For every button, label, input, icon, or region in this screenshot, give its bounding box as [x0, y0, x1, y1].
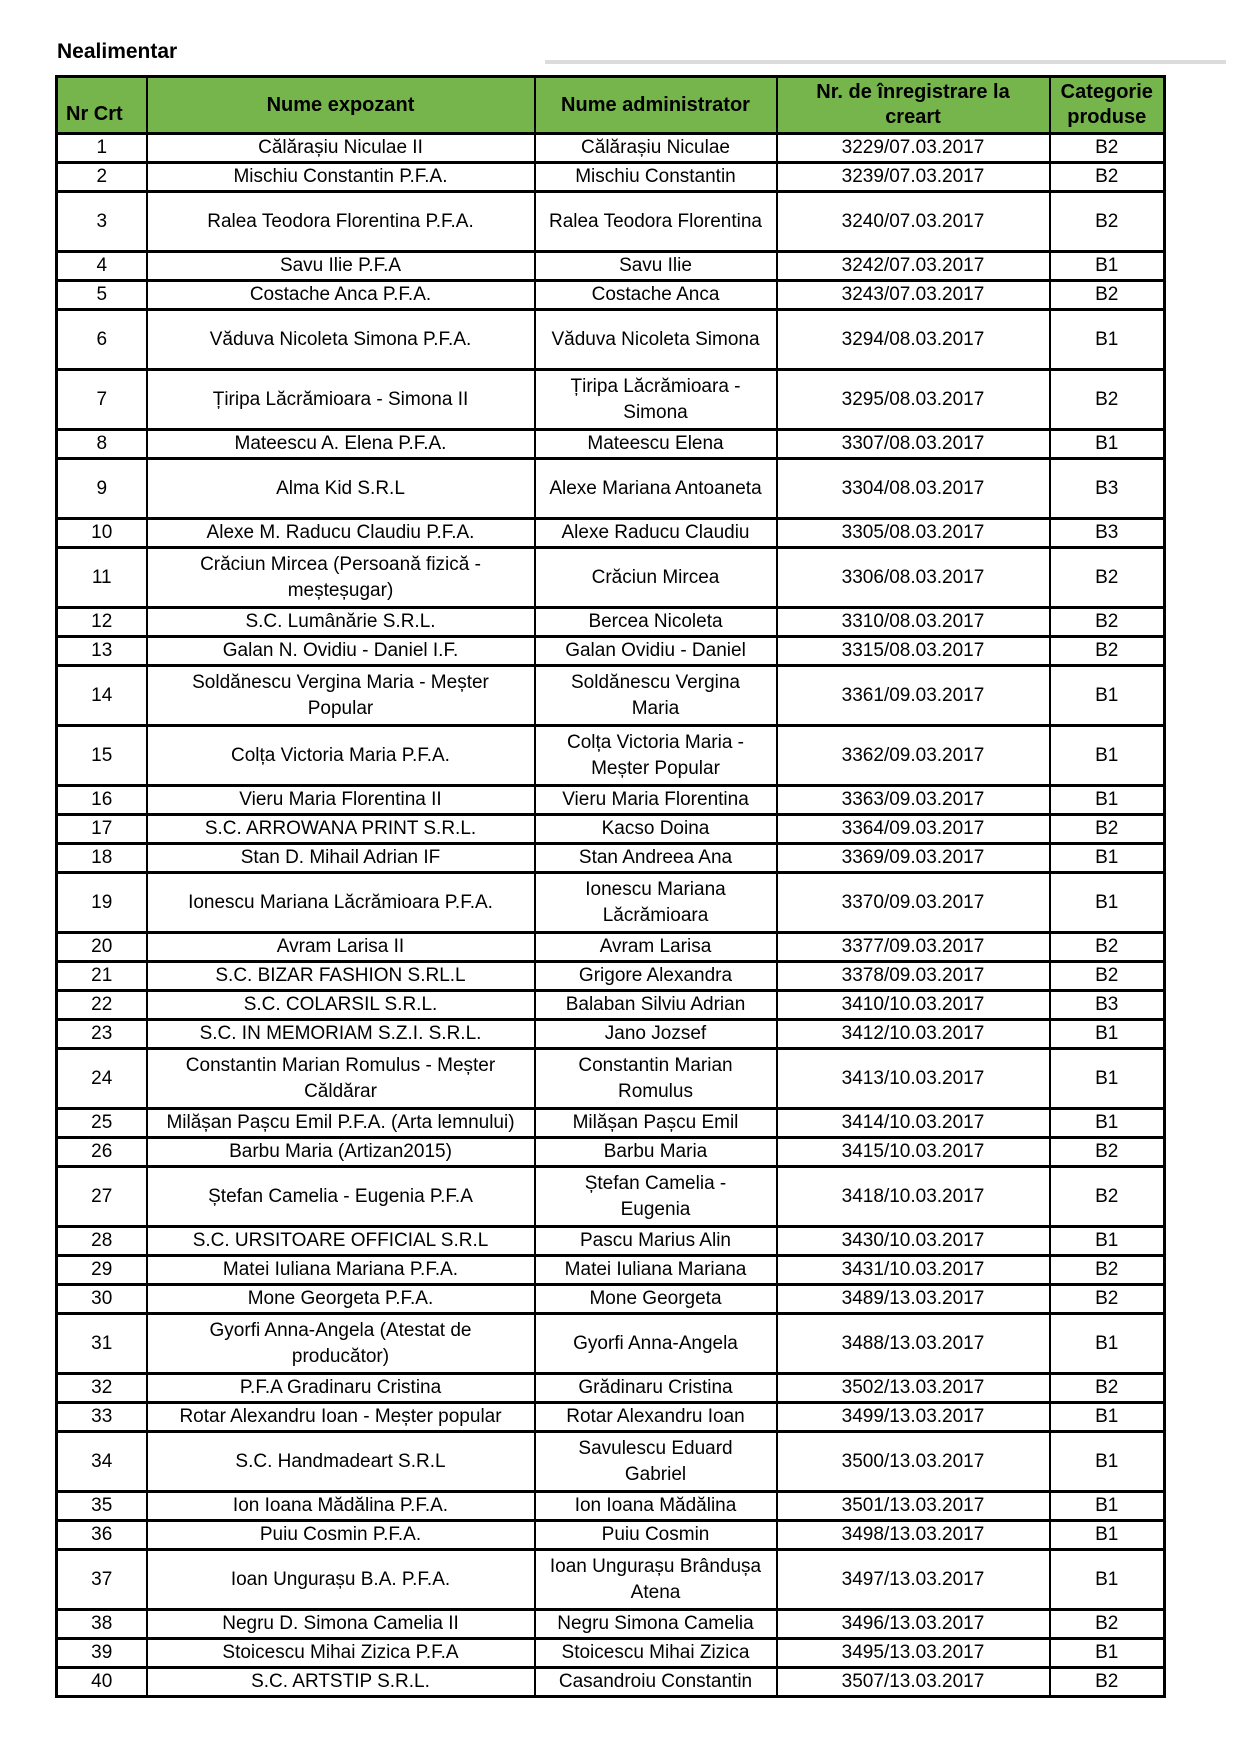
expozant-cell: Colța Victoria Maria P.F.A.	[147, 726, 535, 786]
col-header-nr-inregistrare: Nr. de înregistrare la creart	[777, 77, 1050, 134]
administrator-cell: Colța Victoria Maria - Meșter Popular	[535, 726, 777, 786]
table-row	[57, 844, 1165, 873]
categorie-cell: B1	[1050, 1521, 1165, 1550]
nr-crt-cell: 3	[57, 192, 147, 252]
table-row	[57, 608, 1165, 637]
inregistrare-cell: 3413/10.03.2017	[777, 1049, 1050, 1109]
table-row	[57, 786, 1165, 815]
administrator-cell: Savu Ilie	[535, 252, 777, 281]
table-row	[57, 430, 1165, 459]
administrator-cell: Jano Jozsef	[535, 1020, 777, 1049]
expozant-cell: S.C. URSITOARE OFFICIAL S.R.L	[147, 1227, 535, 1256]
table-row	[57, 1492, 1165, 1521]
nr-crt-cell: 5	[57, 281, 147, 310]
table-row	[57, 134, 1165, 163]
nr-crt-cell: 25	[57, 1109, 147, 1138]
table-row	[57, 962, 1165, 991]
administrator-cell: Constantin Marian Romulus	[535, 1049, 777, 1109]
nr-crt-cell: 34	[57, 1432, 147, 1492]
categorie-cell: B1	[1050, 430, 1165, 459]
inregistrare-cell: 3431/10.03.2017	[777, 1256, 1050, 1285]
inregistrare-cell: 3229/07.03.2017	[777, 134, 1050, 163]
inregistrare-cell: 3498/13.03.2017	[777, 1521, 1050, 1550]
nr-crt-cell: 4	[57, 252, 147, 281]
expozant-cell: Matei Iuliana Mariana P.F.A.	[147, 1256, 535, 1285]
col-header-categorie-produse: Categorie produse	[1050, 77, 1165, 134]
table-row	[57, 1639, 1165, 1668]
expozant-cell: Gyorfi Anna-Angela (Atestat de producător)	[147, 1314, 535, 1374]
categorie-cell: B2	[1050, 370, 1165, 430]
categorie-cell: B2	[1050, 815, 1165, 844]
expozant-cell: Constantin Marian Romulus - Meșter Căldărar	[147, 1049, 535, 1109]
inregistrare-cell: 3242/07.03.2017	[777, 252, 1050, 281]
administrator-cell: Vieru Maria Florentina	[535, 786, 777, 815]
table-row	[57, 1374, 1165, 1403]
table-row	[57, 637, 1165, 666]
nr-crt-cell: 10	[57, 519, 147, 548]
inregistrare-cell: 3306/08.03.2017	[777, 548, 1050, 608]
expozant-cell: Țiripa Lăcrămioara - Simona II	[147, 370, 535, 430]
inregistrare-cell: 3378/09.03.2017	[777, 962, 1050, 991]
inregistrare-cell: 3304/08.03.2017	[777, 459, 1050, 519]
categorie-cell: B2	[1050, 192, 1165, 252]
expozant-cell: Crăciun Mircea (Persoană fizică - meșteșugar)	[147, 548, 535, 608]
nr-crt-cell: 2	[57, 163, 147, 192]
administrator-cell: Puiu Cosmin	[535, 1521, 777, 1550]
table-row	[57, 726, 1165, 786]
inregistrare-cell: 3412/10.03.2017	[777, 1020, 1050, 1049]
inregistrare-cell: 3497/13.03.2017	[777, 1550, 1050, 1610]
expozant-cell: S.C. Handmadeart S.R.L	[147, 1432, 535, 1492]
table-row	[57, 1550, 1165, 1610]
expozant-cell: Alma Kid S.R.L	[147, 459, 535, 519]
expozant-cell: Costache Anca P.F.A.	[147, 281, 535, 310]
inregistrare-cell: 3307/08.03.2017	[777, 430, 1050, 459]
nr-crt-cell: 32	[57, 1374, 147, 1403]
nr-crt-cell: 26	[57, 1138, 147, 1167]
inregistrare-cell: 3362/09.03.2017	[777, 726, 1050, 786]
administrator-cell: Crăciun Mircea	[535, 548, 777, 608]
administrator-cell: Milășan Pașcu Emil	[535, 1109, 777, 1138]
categorie-cell: B2	[1050, 548, 1165, 608]
categorie-cell: B1	[1050, 310, 1165, 370]
inregistrare-cell: 3377/09.03.2017	[777, 933, 1050, 962]
inregistrare-cell: 3430/10.03.2017	[777, 1227, 1050, 1256]
nr-crt-cell: 33	[57, 1403, 147, 1432]
nr-crt-cell: 23	[57, 1020, 147, 1049]
expozant-cell: Savu Ilie P.F.A	[147, 252, 535, 281]
inregistrare-cell: 3495/13.03.2017	[777, 1639, 1050, 1668]
expozant-cell: Văduva Nicoleta Simona P.F.A.	[147, 310, 535, 370]
categorie-cell: B3	[1050, 991, 1165, 1020]
expozant-cell: Ionescu Mariana Lăcrămioara P.F.A.	[147, 873, 535, 933]
inregistrare-cell: 3239/07.03.2017	[777, 163, 1050, 192]
inregistrare-cell: 3370/09.03.2017	[777, 873, 1050, 933]
inregistrare-cell: 3415/10.03.2017	[777, 1138, 1050, 1167]
nr-crt-cell: 21	[57, 962, 147, 991]
inregistrare-cell: 3410/10.03.2017	[777, 991, 1050, 1020]
expozant-cell: Ralea Teodora Florentina P.F.A.	[147, 192, 535, 252]
nr-crt-cell: 37	[57, 1550, 147, 1610]
inregistrare-cell: 3499/13.03.2017	[777, 1403, 1050, 1432]
administrator-cell: Bercea Nicoleta	[535, 608, 777, 637]
expozant-cell: Mateescu A. Elena P.F.A.	[147, 430, 535, 459]
inregistrare-cell: 3488/13.03.2017	[777, 1314, 1050, 1374]
administrator-cell: Costache Anca	[535, 281, 777, 310]
administrator-cell: Gyorfi Anna-Angela	[535, 1314, 777, 1374]
expozant-cell: S.C. ARTSTIP S.R.L.	[147, 1668, 535, 1697]
inregistrare-cell: 3240/07.03.2017	[777, 192, 1050, 252]
administrator-cell: Casandroiu Constantin	[535, 1668, 777, 1697]
nr-crt-cell: 9	[57, 459, 147, 519]
nr-crt-cell: 36	[57, 1521, 147, 1550]
table-row	[57, 1020, 1165, 1049]
administrator-cell: Matei Iuliana Mariana	[535, 1256, 777, 1285]
table-row	[57, 1521, 1165, 1550]
categorie-cell: B1	[1050, 1432, 1165, 1492]
exhibitors-table	[55, 75, 1166, 1698]
expozant-cell: Ion Ioana Mădălina P.F.A.	[147, 1492, 535, 1521]
table-row	[57, 192, 1165, 252]
administrator-cell: Ioan Ungurașu Brândușa Atena	[535, 1550, 777, 1610]
categorie-cell: B1	[1050, 1227, 1165, 1256]
nr-crt-cell: 8	[57, 430, 147, 459]
categorie-cell: B2	[1050, 933, 1165, 962]
nr-crt-cell: 15	[57, 726, 147, 786]
page-title: Nealimentar	[57, 40, 178, 63]
nr-crt-cell: 38	[57, 1610, 147, 1639]
col-header-nume-expozant: Nume expozant	[147, 77, 535, 134]
administrator-cell: Balaban Silviu Adrian	[535, 991, 777, 1020]
administrator-cell: Galan Ovidiu - Daniel	[535, 637, 777, 666]
categorie-cell: B2	[1050, 1256, 1165, 1285]
nr-crt-cell: 31	[57, 1314, 147, 1374]
nr-crt-cell: 30	[57, 1285, 147, 1314]
table-row	[57, 815, 1165, 844]
categorie-cell: B1	[1050, 1109, 1165, 1138]
nr-crt-cell: 27	[57, 1167, 147, 1227]
administrator-cell: Negru Simona Camelia	[535, 1610, 777, 1639]
table-row	[57, 933, 1165, 962]
inregistrare-cell: 3369/09.03.2017	[777, 844, 1050, 873]
table-row	[57, 519, 1165, 548]
categorie-cell: B1	[1050, 1049, 1165, 1109]
table-row	[57, 252, 1165, 281]
expozant-cell: S.C. IN MEMORIAM S.Z.I. S.R.L.	[147, 1020, 535, 1049]
administrator-cell: Ralea Teodora Florentina	[535, 192, 777, 252]
administrator-cell: Rotar Alexandru Ioan	[535, 1403, 777, 1432]
categorie-cell: B1	[1050, 1639, 1165, 1668]
administrator-cell: Pascu Marius Alin	[535, 1227, 777, 1256]
table-body	[57, 134, 1165, 1697]
categorie-cell: B1	[1050, 786, 1165, 815]
categorie-cell: B1	[1050, 252, 1165, 281]
categorie-cell: B2	[1050, 1285, 1165, 1314]
inregistrare-cell: 3364/09.03.2017	[777, 815, 1050, 844]
administrator-cell: Soldănescu Vergina Maria	[535, 666, 777, 726]
col-header-nume-administrator: Nume administrator	[535, 77, 777, 134]
nr-crt-cell: 6	[57, 310, 147, 370]
administrator-cell: Alexe Mariana Antoaneta	[535, 459, 777, 519]
table-row	[57, 459, 1165, 519]
administrator-cell: Grigore Alexandra	[535, 962, 777, 991]
expozant-cell: Barbu Maria (Artizan2015)	[147, 1138, 535, 1167]
categorie-cell: B2	[1050, 1668, 1165, 1697]
administrator-cell: Mischiu Constantin	[535, 163, 777, 192]
table-row	[57, 310, 1165, 370]
title-rule-divider	[545, 60, 1226, 64]
categorie-cell: B1	[1050, 1492, 1165, 1521]
table-row	[57, 1109, 1165, 1138]
expozant-cell: P.F.A Gradinaru Cristina	[147, 1374, 535, 1403]
nr-crt-cell: 40	[57, 1668, 147, 1697]
categorie-cell: B2	[1050, 134, 1165, 163]
table-row	[57, 281, 1165, 310]
categorie-cell: B2	[1050, 1374, 1165, 1403]
administrator-cell: Călărașiu Niculae	[535, 134, 777, 163]
administrator-cell: Mateescu Elena	[535, 430, 777, 459]
administrator-cell: Ion Ioana Mădălina	[535, 1492, 777, 1521]
inregistrare-cell: 3502/13.03.2017	[777, 1374, 1050, 1403]
categorie-cell: B2	[1050, 962, 1165, 991]
expozant-cell: Mone Georgeta P.F.A.	[147, 1285, 535, 1314]
administrator-cell: Savulescu Eduard Gabriel	[535, 1432, 777, 1492]
table-row	[57, 1138, 1165, 1167]
administrator-cell: Stan Andreea Ana	[535, 844, 777, 873]
expozant-cell: Soldănescu Vergina Maria - Meșter Popular	[147, 666, 535, 726]
categorie-cell: B2	[1050, 608, 1165, 637]
inregistrare-cell: 3315/08.03.2017	[777, 637, 1050, 666]
categorie-cell: B3	[1050, 519, 1165, 548]
col-header-nr-crt: Nr Crt	[57, 77, 147, 134]
table-row	[57, 1049, 1165, 1109]
inregistrare-cell: 3418/10.03.2017	[777, 1167, 1050, 1227]
inregistrare-cell: 3361/09.03.2017	[777, 666, 1050, 726]
expozant-cell: Stan D. Mihail Adrian IF	[147, 844, 535, 873]
nr-crt-cell: 12	[57, 608, 147, 637]
table-row	[57, 666, 1165, 726]
expozant-cell: Ioan Ungurașu B.A. P.F.A.	[147, 1550, 535, 1610]
inregistrare-cell: 3295/08.03.2017	[777, 370, 1050, 430]
inregistrare-cell: 3294/08.03.2017	[777, 310, 1050, 370]
table-row	[57, 1610, 1165, 1639]
administrator-cell: Țiripa Lăcrămioara - Simona	[535, 370, 777, 430]
nr-crt-cell: 22	[57, 991, 147, 1020]
categorie-cell: B1	[1050, 873, 1165, 933]
categorie-cell: B2	[1050, 1138, 1165, 1167]
administrator-cell: Kacso Doina	[535, 815, 777, 844]
nr-crt-cell: 16	[57, 786, 147, 815]
expozant-cell: Vieru Maria Florentina II	[147, 786, 535, 815]
categorie-cell: B2	[1050, 637, 1165, 666]
inregistrare-cell: 3500/13.03.2017	[777, 1432, 1050, 1492]
categorie-cell: B1	[1050, 666, 1165, 726]
categorie-cell: B2	[1050, 281, 1165, 310]
categorie-cell: B2	[1050, 1610, 1165, 1639]
nr-crt-cell: 39	[57, 1639, 147, 1668]
table-row	[57, 1167, 1165, 1227]
table-row	[57, 1314, 1165, 1374]
inregistrare-cell: 3507/13.03.2017	[777, 1668, 1050, 1697]
administrator-cell: Văduva Nicoleta Simona	[535, 310, 777, 370]
table-row	[57, 370, 1165, 430]
table-row	[57, 1403, 1165, 1432]
nr-crt-cell: 14	[57, 666, 147, 726]
expozant-cell: Avram Larisa II	[147, 933, 535, 962]
categorie-cell: B2	[1050, 1167, 1165, 1227]
nr-crt-cell: 11	[57, 548, 147, 608]
nr-crt-cell: 17	[57, 815, 147, 844]
expozant-cell: Rotar Alexandru Ioan - Meșter popular	[147, 1403, 535, 1432]
nr-crt-cell: 1	[57, 134, 147, 163]
expozant-cell: Milășan Pașcu Emil P.F.A. (Arta lemnului)	[147, 1109, 535, 1138]
expozant-cell: Stoicescu Mihai Zizica P.F.A	[147, 1639, 535, 1668]
table-row	[57, 1668, 1165, 1697]
administrator-cell: Stoicescu Mihai Zizica	[535, 1639, 777, 1668]
categorie-cell: B2	[1050, 163, 1165, 192]
inregistrare-cell: 3501/13.03.2017	[777, 1492, 1050, 1521]
nr-crt-cell: 7	[57, 370, 147, 430]
nr-crt-cell: 20	[57, 933, 147, 962]
categorie-cell: B1	[1050, 1314, 1165, 1374]
nr-crt-cell: 13	[57, 637, 147, 666]
table-row	[57, 163, 1165, 192]
inregistrare-cell: 3310/08.03.2017	[777, 608, 1050, 637]
administrator-cell: Barbu Maria	[535, 1138, 777, 1167]
nr-crt-cell: 18	[57, 844, 147, 873]
expozant-cell: Negru D. Simona Camelia II	[147, 1610, 535, 1639]
expozant-cell: Galan N. Ovidiu - Daniel I.F.	[147, 637, 535, 666]
table-row	[57, 548, 1165, 608]
expozant-cell: Puiu Cosmin P.F.A.	[147, 1521, 535, 1550]
inregistrare-cell: 3363/09.03.2017	[777, 786, 1050, 815]
expozant-cell: Ștefan Camelia - Eugenia P.F.A	[147, 1167, 535, 1227]
categorie-cell: B1	[1050, 1550, 1165, 1610]
administrator-cell: Mone Georgeta	[535, 1285, 777, 1314]
expozant-cell: S.C. BIZAR FASHION S.RL.L	[147, 962, 535, 991]
categorie-cell: B1	[1050, 1403, 1165, 1432]
expozant-cell: Mischiu Constantin P.F.A.	[147, 163, 535, 192]
categorie-cell: B3	[1050, 459, 1165, 519]
table-row	[57, 1227, 1165, 1256]
nr-crt-cell: 35	[57, 1492, 147, 1521]
nr-crt-cell: 24	[57, 1049, 147, 1109]
expozant-cell: S.C. Lumânărie S.R.L.	[147, 608, 535, 637]
table-row	[57, 991, 1165, 1020]
administrator-cell: Alexe Raducu Claudiu	[535, 519, 777, 548]
inregistrare-cell: 3496/13.03.2017	[777, 1610, 1050, 1639]
administrator-cell: Ionescu Mariana Lăcrămioara	[535, 873, 777, 933]
expozant-cell: S.C. COLARSIL S.R.L.	[147, 991, 535, 1020]
nr-crt-cell: 29	[57, 1256, 147, 1285]
categorie-cell: B1	[1050, 726, 1165, 786]
administrator-cell: Ștefan Camelia - Eugenia	[535, 1167, 777, 1227]
expozant-cell: Călărașiu Niculae II	[147, 134, 535, 163]
inregistrare-cell: 3414/10.03.2017	[777, 1109, 1050, 1138]
nr-crt-cell: 28	[57, 1227, 147, 1256]
inregistrare-cell: 3243/07.03.2017	[777, 281, 1050, 310]
categorie-cell: B1	[1050, 1020, 1165, 1049]
nr-crt-cell: 19	[57, 873, 147, 933]
inregistrare-cell: 3305/08.03.2017	[777, 519, 1050, 548]
table-row	[57, 1432, 1165, 1492]
table-row	[57, 1285, 1165, 1314]
table-row	[57, 873, 1165, 933]
expozant-cell: S.C. ARROWANA PRINT S.R.L.	[147, 815, 535, 844]
expozant-cell: Alexe M. Raducu Claudiu P.F.A.	[147, 519, 535, 548]
inregistrare-cell: 3489/13.03.2017	[777, 1285, 1050, 1314]
administrator-cell: Grădinaru Cristina	[535, 1374, 777, 1403]
table-header-row	[57, 77, 1165, 134]
table-header	[57, 77, 1165, 134]
administrator-cell: Avram Larisa	[535, 933, 777, 962]
table-row	[57, 1256, 1165, 1285]
categorie-cell: B1	[1050, 844, 1165, 873]
